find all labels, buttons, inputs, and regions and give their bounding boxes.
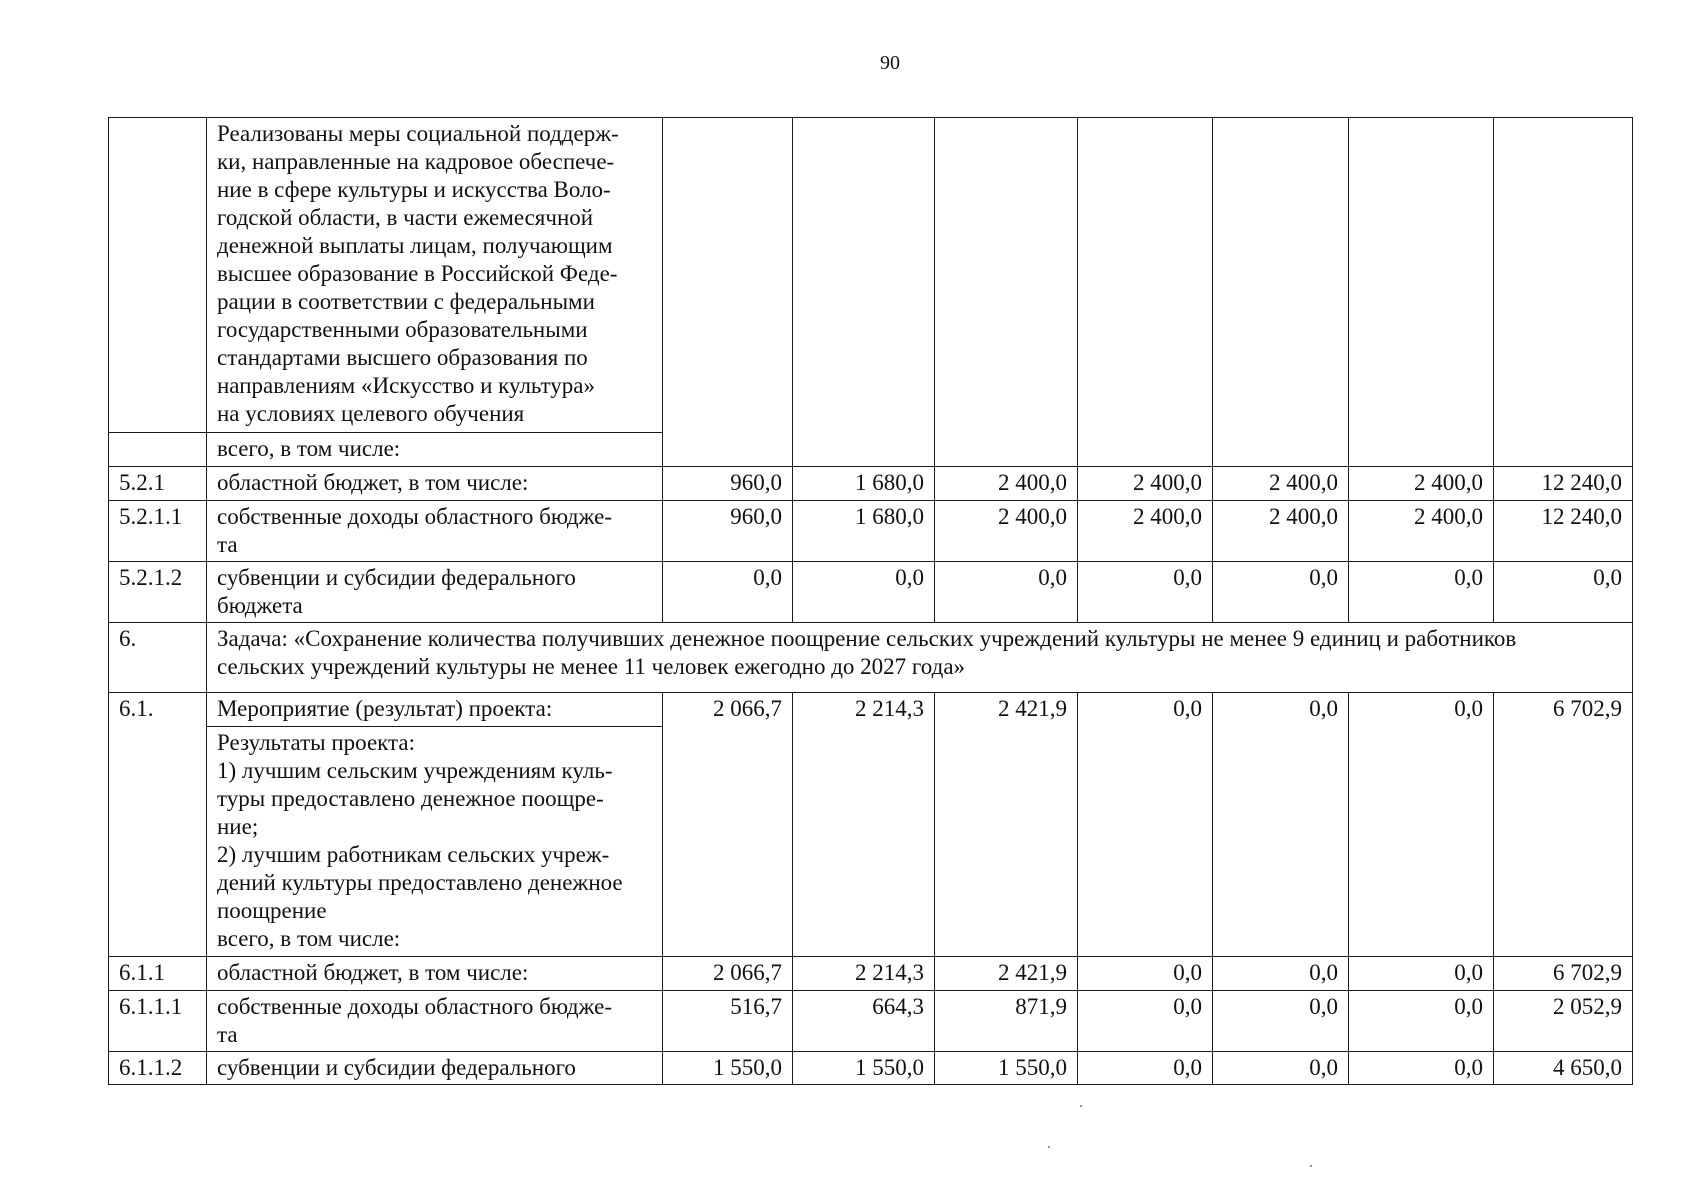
value-cell: 2 421,9 [935, 693, 1078, 957]
value-cell: 2 400,0 [1349, 467, 1494, 501]
scan-speck [1048, 1146, 1050, 1148]
value-cell [1494, 118, 1633, 467]
description-cell [207, 118, 663, 433]
value-cell: 2 400,0 [1349, 501, 1494, 562]
value-cell: 2 421,9 [935, 957, 1078, 991]
code-cell [109, 433, 207, 467]
table-row [109, 1052, 1633, 1085]
value-cell [663, 118, 793, 467]
description-line: рации в соответствии с федеральными [217, 289, 595, 314]
value-cell [1349, 118, 1494, 467]
row-code: 6.1.1.2 [109, 1052, 207, 1085]
value-cell: 0,0 [1349, 957, 1494, 991]
budget-table [108, 117, 1633, 1085]
row-label: собственные доходы областного бюдже- та [207, 991, 663, 1052]
value-cell [1213, 118, 1349, 467]
description-line: денежной выплаты лицам, получающим [217, 233, 613, 258]
value-cell: 2 214,3 [793, 693, 935, 957]
task-text: Задача: «Сохранение количества получивших денежное поощрение сельских учреждений культуры не менее 9 единиц и работников сельских учреждений культуры не менее 11 человек ежегодно до 2027 года» [207, 623, 1633, 693]
row-label: областной бюджет, в том числе: [207, 957, 663, 991]
value-cell: 0,0 [1213, 1052, 1349, 1085]
value-cell: 6 702,9 [1494, 693, 1633, 957]
measure-title: Мероприятие (результат) проекта: [207, 693, 663, 727]
row-code: 6.1.1.1 [109, 991, 207, 1052]
table-row [109, 991, 1633, 1052]
value-cell: 2 400,0 [1213, 501, 1349, 562]
value-cell: 0,0 [1349, 991, 1494, 1052]
value-cell: 0,0 [663, 562, 793, 623]
value-cell: 2 214,3 [793, 957, 935, 991]
value-cell: 0,0 [935, 562, 1078, 623]
results-cell: Результаты проекта: 1) лучшим сельским учреждениям куль- туры предоставлено денежное поощре- ние; 2) лучшим работникам сельских учреж- дений культуры предоставлено денежное поощрение всего, в том числе: [207, 727, 663, 957]
value-cell: 0,0 [1078, 991, 1213, 1052]
description-line: высшее образование в Российской Феде- [217, 261, 618, 286]
row-5-2-description [109, 118, 1633, 433]
value-cell: 1 550,0 [935, 1052, 1078, 1085]
value-cell: 0,0 [1213, 693, 1349, 957]
description-line: ки, направленные на кадровое обеспече- [217, 149, 615, 174]
task-row [109, 623, 1633, 693]
row-code: 5.2.1.2 [109, 562, 207, 623]
table-row [109, 562, 1633, 623]
description-line: ние в сфере культуры и искусства Воло- [217, 177, 611, 202]
value-cell: 0,0 [1078, 693, 1213, 957]
value-cell [793, 118, 935, 467]
value-cell: 0,0 [1213, 562, 1349, 623]
value-cell: 12 240,0 [1494, 467, 1633, 501]
value-cell: 0,0 [1213, 957, 1349, 991]
value-cell: 960,0 [663, 467, 793, 501]
value-cell: 2 066,7 [663, 693, 793, 957]
value-cell: 0,0 [793, 562, 935, 623]
value-cell: 2 066,7 [663, 957, 793, 991]
code-cell [109, 118, 207, 433]
row-6-1-measure [109, 693, 1633, 727]
value-cell: 12 240,0 [1494, 501, 1633, 562]
value-cell: 1 550,0 [663, 1052, 793, 1085]
value-cell: 2 400,0 [935, 501, 1078, 562]
value-cell: 4 650,0 [1494, 1052, 1633, 1085]
value-cell: 0,0 [1349, 693, 1494, 957]
value-cell: 2 400,0 [1078, 501, 1213, 562]
table-row [109, 501, 1633, 562]
value-cell: 6 702,9 [1494, 957, 1633, 991]
value-cell: 960,0 [663, 501, 793, 562]
scan-speck [1310, 1165, 1312, 1167]
row-label: субвенции и субсидии федерального бюджета [207, 562, 663, 623]
value-cell: 0,0 [1078, 957, 1213, 991]
description-line: направлениям «Искусство и культура» [217, 373, 596, 398]
value-cell: 2 400,0 [935, 467, 1078, 501]
value-cell: 0,0 [1349, 1052, 1494, 1085]
value-cell [1078, 118, 1213, 467]
value-cell: 0,0 [1349, 562, 1494, 623]
value-cell: 871,9 [935, 991, 1078, 1052]
value-cell: 0,0 [1078, 562, 1213, 623]
row-label: субвенции и субсидии федерального [207, 1052, 663, 1085]
description-line: на условиях целевого обучения [217, 401, 525, 426]
page-number: 90 [880, 52, 900, 74]
description-line: государственными образовательными [217, 317, 588, 342]
value-cell [935, 118, 1078, 467]
value-cell: 2 052,9 [1494, 991, 1633, 1052]
description-line: Реализованы меры социальной поддерж- [217, 121, 619, 146]
value-cell: 2 400,0 [1078, 467, 1213, 501]
row-code: 6.1.1 [109, 957, 207, 991]
row-code: 5.2.1.1 [109, 501, 207, 562]
value-cell: 2 400,0 [1213, 467, 1349, 501]
value-cell: 1 680,0 [793, 467, 935, 501]
scan-speck [1080, 1105, 1082, 1107]
row-code: 6. [109, 623, 207, 693]
row-code: 5.2.1 [109, 467, 207, 501]
description-line: стандартами высшего образования по [217, 345, 588, 370]
value-cell: 0,0 [1213, 991, 1349, 1052]
value-cell: 0,0 [1078, 1052, 1213, 1085]
table-row [109, 467, 1633, 501]
value-cell: 516,7 [663, 991, 793, 1052]
value-cell: 1 550,0 [793, 1052, 935, 1085]
value-cell: 1 680,0 [793, 501, 935, 562]
value-cell: 0,0 [1494, 562, 1633, 623]
description-line: годской области, в части ежемесячной [217, 205, 594, 230]
row-label: областной бюджет, в том числе: [207, 467, 663, 501]
total-label: всего, в том числе: [207, 433, 663, 467]
row-code: 6.1. [109, 693, 207, 957]
table-row [109, 957, 1633, 991]
row-label: собственные доходы областного бюдже- та [207, 501, 663, 562]
value-cell: 664,3 [793, 991, 935, 1052]
